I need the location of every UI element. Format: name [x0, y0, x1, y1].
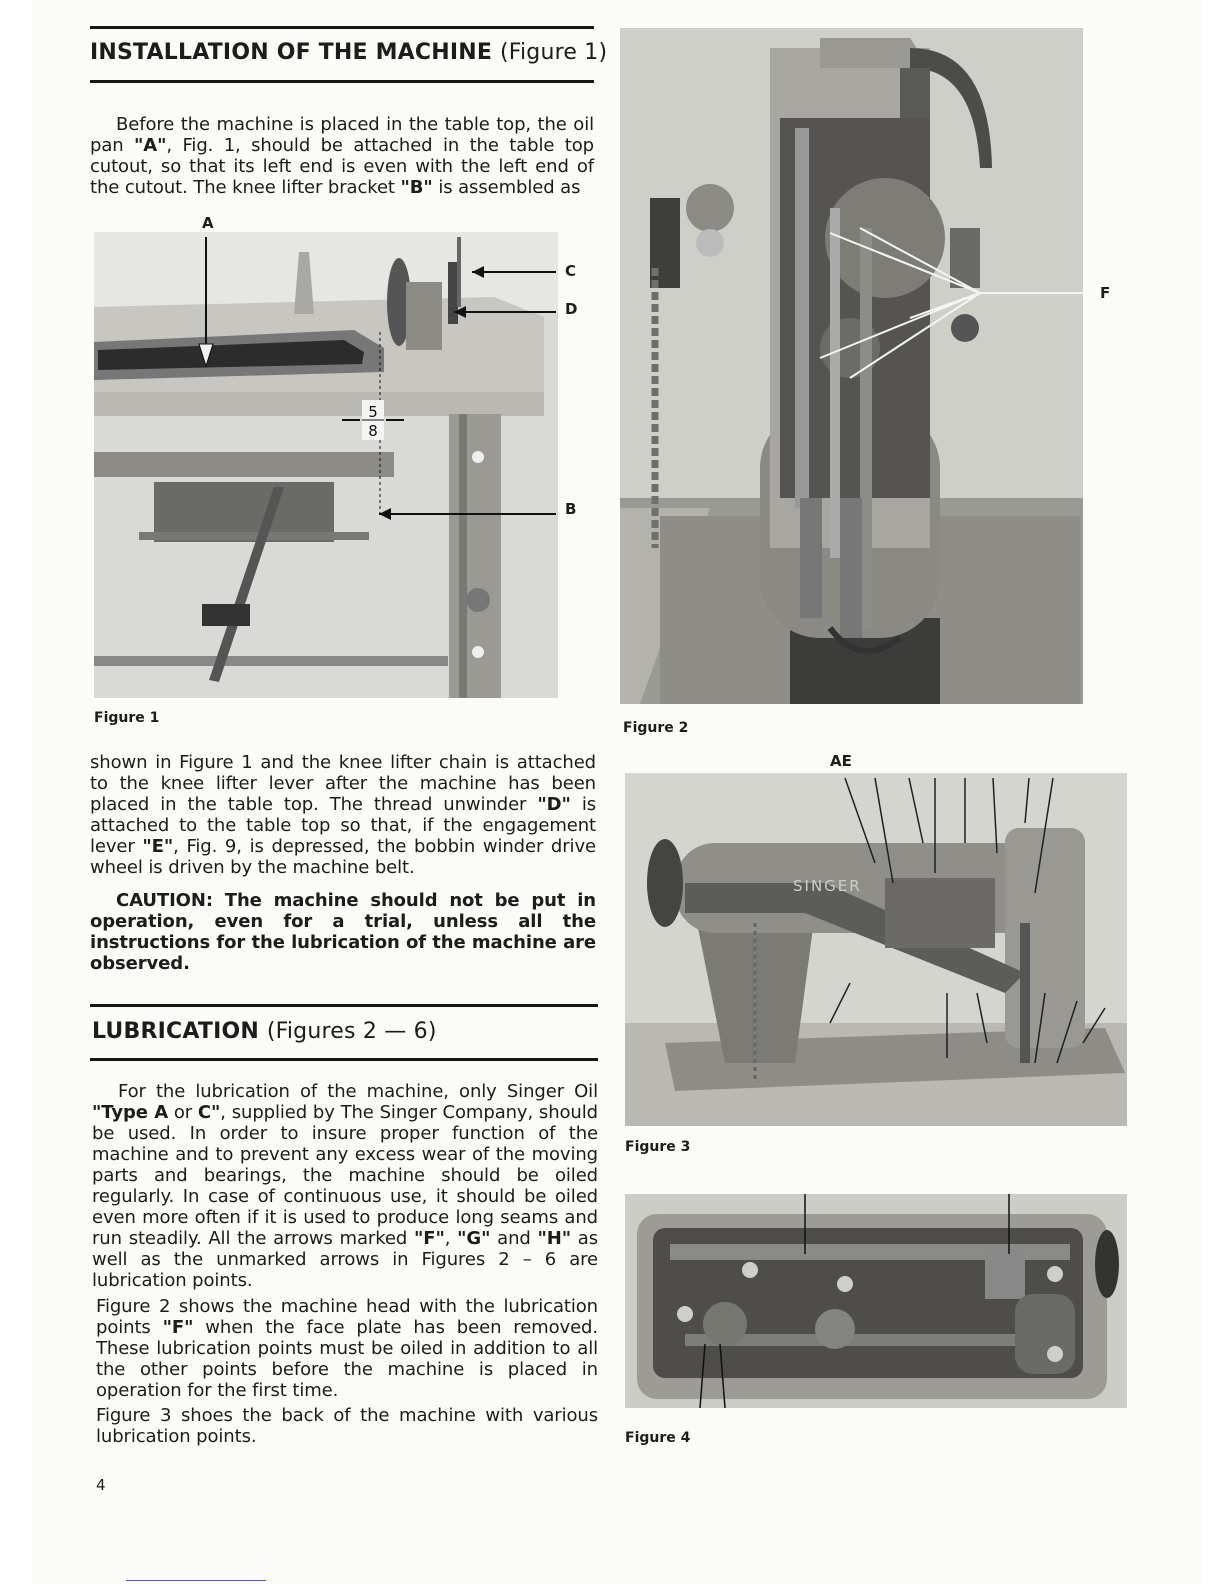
lubrication-bottom-rule — [90, 1058, 598, 1061]
figure-1-image — [94, 232, 558, 698]
installation-heading-title: INSTALLATION OF THE MACHINE — [90, 40, 493, 65]
text-run: , supplied by The Singer Company, should be used. In order to insure proper function of the machine and to prevent any excess wear of the moving parts and bearings, the machine should be oiled regularly. In case of continuous use, it should be oiled even more often if it is used to produce long seams and run steadily. All the arrows marked — [92, 1102, 598, 1249]
lubrication-heading — [92, 1019, 437, 1044]
lubrication-paragraph-3 — [96, 1405, 598, 1447]
text-run: , Fig. 1, should be attached in the table top cutout, so that its left end is even with the left end of the cutout. The knee lifter bracket — [90, 135, 595, 198]
fig3-label-ae: AE — [830, 752, 852, 770]
installation-top-rule — [90, 26, 594, 29]
machine-head-illustration — [620, 28, 1083, 704]
fig1-label-b: B — [565, 500, 577, 518]
caution-note — [90, 890, 596, 974]
text-run: For the lubrication of the machine, only Singer Oil — [118, 1081, 598, 1102]
text-run: , Fig. 9, is depressed, the bobbin winder drive wheel is driven by the machine belt. — [90, 836, 596, 878]
ref-f: "F" — [413, 1228, 445, 1249]
text-run: or — [168, 1102, 198, 1123]
installation-paragraph-1 — [90, 114, 594, 198]
figure-3-caption: Figure 3 — [625, 1139, 691, 1155]
lubrication-top-rule — [90, 1004, 598, 1007]
ref-d: "D" — [537, 794, 571, 815]
ref-h: "H" — [537, 1228, 572, 1249]
text-run: Figure 2 shows the machine head with the lubrication points — [96, 1296, 598, 1338]
text-run: when the face plate has been removed. These lubrication points must be oiled in addition to all the other points before the machine is placed in operation for the first time. — [96, 1317, 598, 1401]
ref-a: "A" — [134, 135, 167, 156]
installation-heading — [90, 40, 607, 65]
fig1-label-c: C — [565, 262, 577, 280]
installation-paragraph-2 — [90, 752, 596, 878]
installation-heading-ref: (Figure 1) — [499, 40, 608, 65]
figure-4-image — [625, 1194, 1127, 1408]
figure-2-image — [620, 28, 1083, 704]
figure-4-caption: Figure 4 — [625, 1430, 691, 1446]
text-run: shown in Figure 1 and the knee lifter chain is attached to the knee lifter lever after the machine has been placed in the table top. The thread unwinder — [90, 752, 596, 815]
figure-3-image — [625, 773, 1127, 1126]
figure-2-caption: Figure 2 — [623, 720, 689, 736]
fig3-brand: SINGER — [793, 877, 862, 895]
text-run: is assembled as — [432, 177, 581, 198]
ref-type-a: "Type A — [92, 1102, 169, 1123]
footer-link-underline — [126, 1580, 266, 1581]
fig2-label-f: F — [1100, 284, 1111, 302]
ref-b: "B" — [400, 177, 433, 198]
lubrication-paragraph-2 — [96, 1296, 598, 1401]
text-run: , — [444, 1228, 458, 1249]
text-run: and — [490, 1228, 538, 1249]
fig1-measure-den: 8 — [368, 422, 378, 440]
text-run: Before the machine is placed in the table top, the oil pan — [90, 114, 594, 156]
text-run: as well as the unmarked arrows in Figures 2 – 6 are lubrication points. — [92, 1228, 598, 1291]
page-number: 4 — [96, 1476, 106, 1494]
ref-f: "F" — [162, 1317, 194, 1338]
lubrication-heading-title: LUBRICATION — [92, 1019, 259, 1044]
text-run: is attached to the table top so that, if the engagement lever — [90, 794, 596, 857]
figure-1-caption: Figure 1 — [94, 710, 160, 726]
lubrication-paragraph-1 — [92, 1081, 598, 1291]
fig1-label-a: A — [202, 214, 214, 232]
lubrication-heading-ref: (Figures 2 — 6) — [266, 1019, 437, 1044]
ref-c: C" — [197, 1102, 221, 1123]
fig1-label-d: D — [565, 300, 578, 318]
table-illustration — [94, 232, 558, 698]
text-run: Figure 3 shoes the back of the machine with various lubrication points. — [96, 1405, 598, 1447]
installation-bottom-rule — [90, 80, 594, 83]
machine-underside-illustration — [625, 1194, 1127, 1408]
machine-back-illustration — [625, 773, 1127, 1126]
ref-e: "E" — [142, 836, 174, 857]
ref-g: "G" — [457, 1228, 491, 1249]
caution-text: CAUTION: The machine should not be put in operation, even for a trial, unless all the instructions for the lubrication of the machine are observed. — [90, 890, 596, 974]
fig1-measure-num: 5 — [368, 403, 378, 421]
